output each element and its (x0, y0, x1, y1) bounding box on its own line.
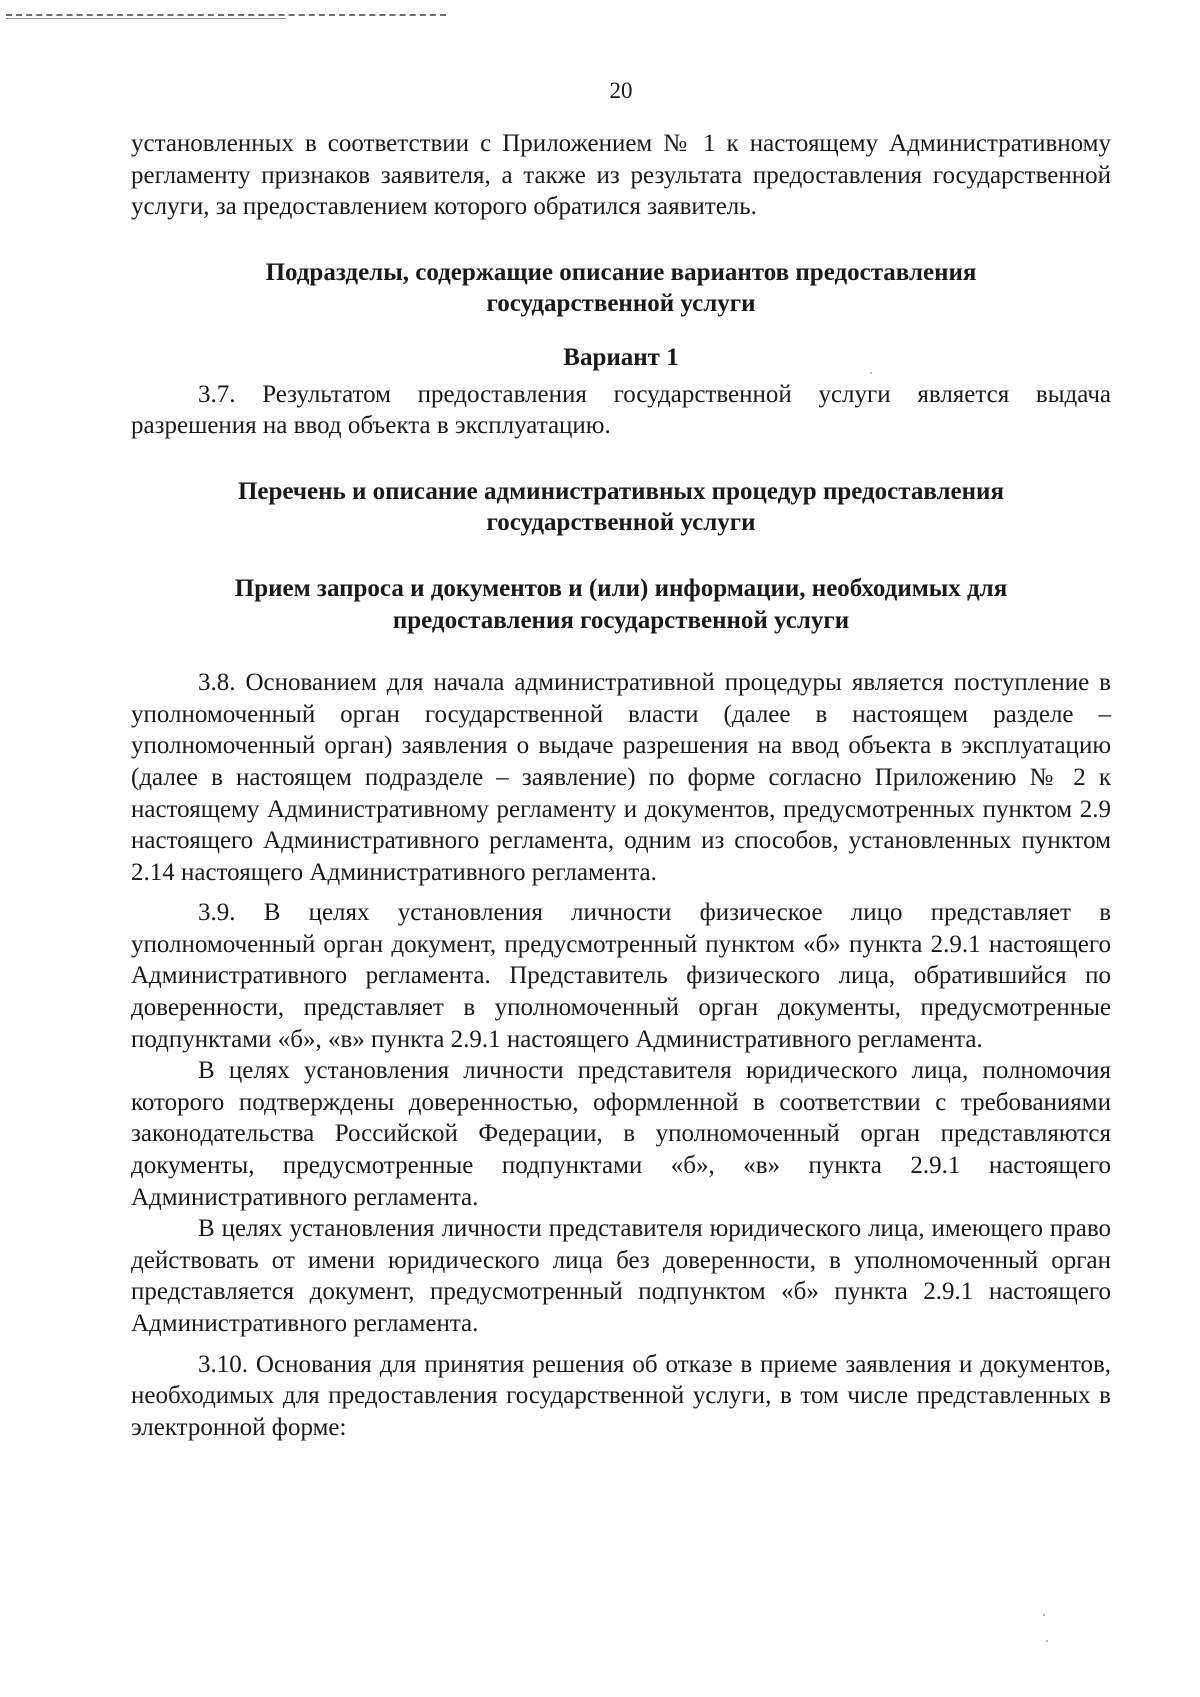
scan-speck (1043, 1614, 1045, 1616)
paragraph-3-7: 3.7. Результатом предоставления государственной услуги является выдача разрешения на ввод объекта в эксплуатацию. (131, 380, 1111, 440)
intro-paragraph: установленных в соответствии с Приложением № 1 к настоящему Административному регламенту признаков заявителя, а также из результата предоставления государственной услуги, за предоставлением которого обратился заявитель. (131, 130, 1111, 221)
heading-procedures (131, 476, 1111, 539)
heading-procedures-line1: Перечень и описание административных процедур предоставления (237, 477, 1004, 505)
scan-artifact-line (6, 18, 286, 19)
paragraph-3-9: 3.9. В целях установления личности физическое лицо представляет в уполномоченный орган документ, предусмотренный пунктом «б» пункта 2.9.1 настоящего Административного регламента. Представитель физического лица, обратившийся по доверенности, представляет в уполномоченный орган документы, предусмотренные подпунктами «б», «в» пункта 2.9.1 настоящего Административного регламента. (131, 899, 1111, 1053)
heading-variant: Вариант 1 (563, 343, 679, 371)
page-number: 20 (609, 78, 633, 103)
page-content (131, 76, 1111, 1443)
heading-subsections-line1: Подразделы, содержащие описание вариантов предоставления (265, 258, 977, 286)
heading-subsections (131, 257, 1111, 320)
paragraph-3-8: 3.8. Основанием для начала административной процедуры является поступление в уполномоченный орган государственной власти (далее в настоящем разделе – уполномоченный орган) заявления о выдаче разрешения на ввод объекта в эксплуатацию (далее в настоящем подразделе – заявление) по форме согласно Приложению № 2 к настоящему Административному регламенту и документов, предусмотренных пунктом 2.9 настоящего Административного регламента, одним из способов, установленных пунктом 2.14 настоящего Административного регламента. (131, 669, 1111, 886)
paragraph-3-9-legal-direct: В целях установления личности представителя юридического лица, имеющего право действовать от имени юридического лица без доверенности, в уполномоченный орган представляется документ, предусмотренный подпунктом «б» пункта 2.9.1 настоящего Административного регламента. (131, 1215, 1111, 1337)
heading-reception-line1: Прием запроса и документов и (или) информации, необходимых для (234, 574, 1008, 602)
heading-subsections-line2: государственной услуги (486, 290, 756, 318)
heading-reception (131, 573, 1111, 636)
heading-reception-line2: предоставления государственной услуги (392, 606, 850, 634)
paragraph-3-10: 3.10. Основания для принятия решения об отказе в приеме заявления и документов, необходимых для предоставления государственной услуги, в том числе представленных в электронной форме: (131, 1350, 1111, 1441)
scan-artifact-line (6, 14, 446, 16)
paragraph-3-9-legal-proxy: В целях установления личности представителя юридического лица, полномочия которого подтверждены доверенностью, оформленной в соответствии с требованиями законодательства Российской Федерации, в уполномоченный орган представляются документы, предусмотренные подпунктами «б», «в» пункта 2.9.1 настоящего Административного регламента. (131, 1057, 1111, 1211)
heading-procedures-line2: государственной услуги (486, 509, 756, 537)
scan-speck (1046, 1640, 1048, 1642)
